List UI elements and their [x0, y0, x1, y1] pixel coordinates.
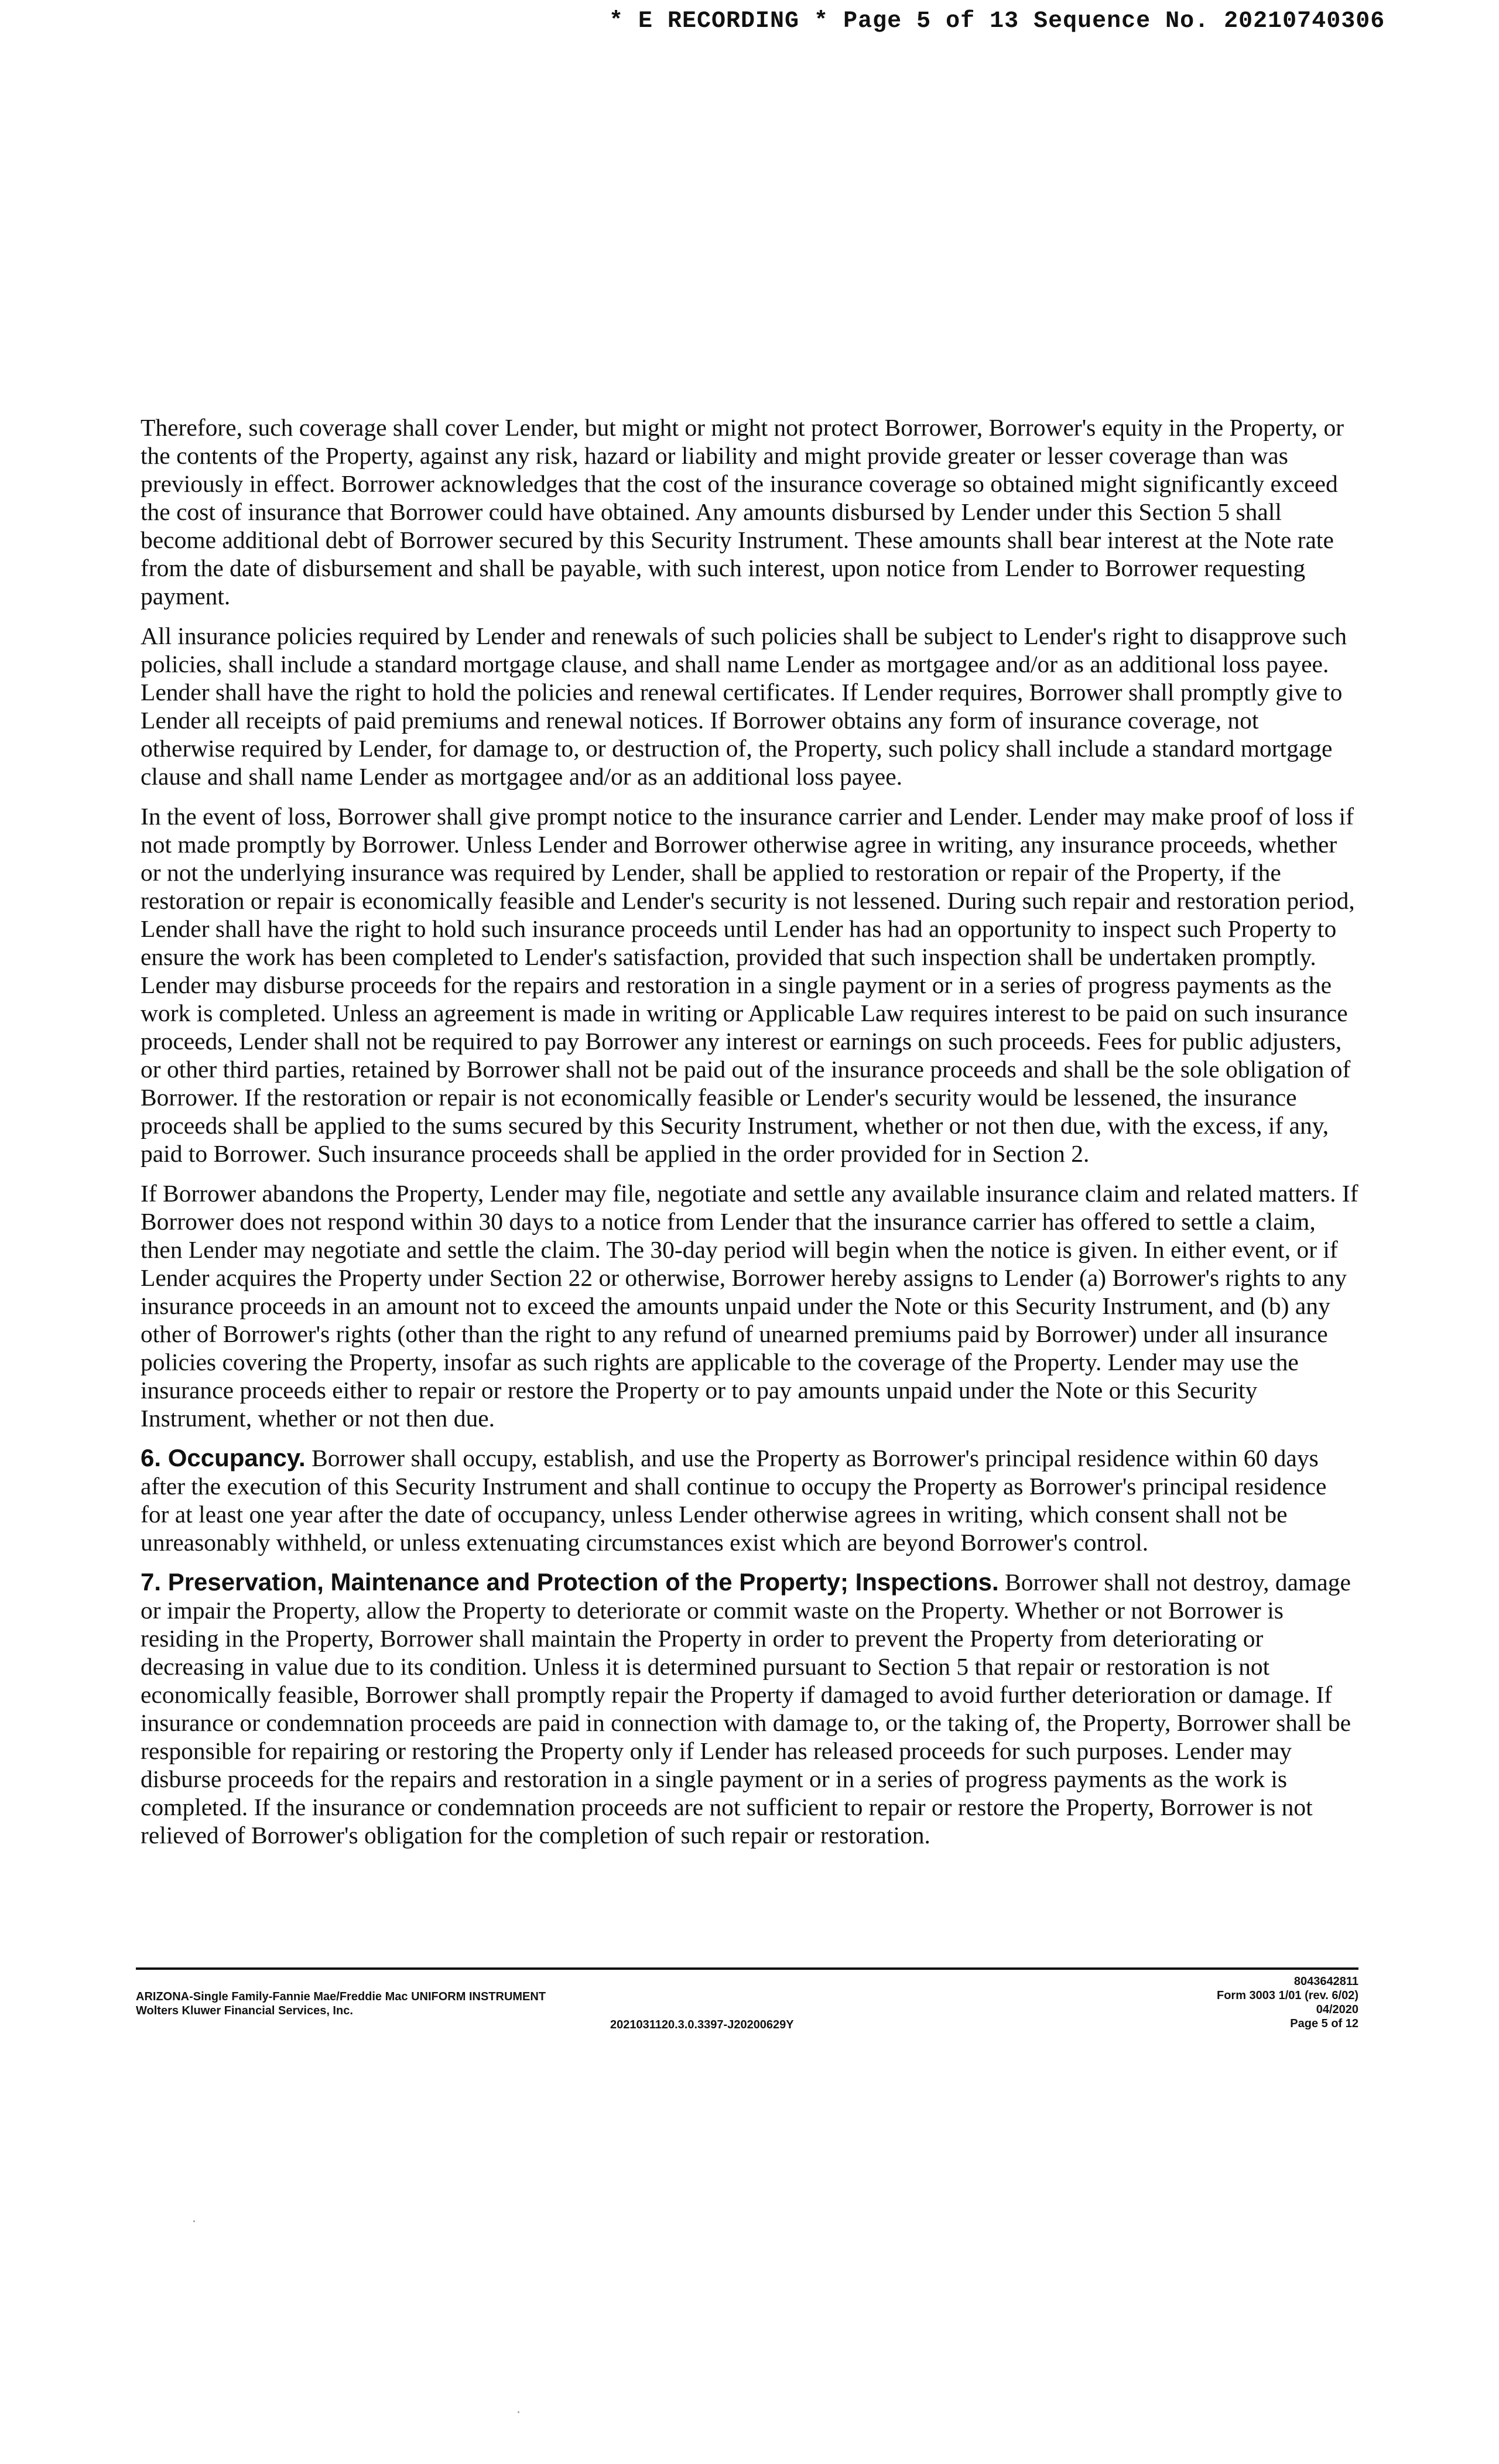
section-7-text: Borrower shall not destroy, damage or impair the Property, allow the Property to deteriorate or commit waste on the Property. Whether or not Borrower is residing in the Property, Borrower shall maintain the Property in order to prevent the Property from deteriorating or decreasing in value due to its condition. Unless it is determined pursuant to Section 5 that repair or restoration is not economically feasible, Borrower shall promptly repair the Property if damaged to avoid further deterioration or damage. If insurance or condemnation proceeds are paid in connection with damage to, or the taking of, the Property, Borrower shall be responsible for repairing or restoring the Property only if Lender has released proceeds for such purposes. Lender may disburse proceeds for the repairs and restoration in a single payment or in a series of progress payments as the work is completed. If the insurance or condemnation proceeds are not sufficient to repair or restore the Property, Borrower is not relieved of Borrower's obligation for the completion of such repair or restoration. — [141, 1569, 1351, 1849]
paragraph-abandonment: If Borrower abandons the Property, Lender may file, negotiate and settle any available insurance claim and related matters. If Borrower does not respond within 30 days to a notice from Lender that the insurance carrier has offered to settle a claim, then Lender may negotiate and settle the claim. The 30-day period will begin when the notice is given. In either event, or if Lender acquires the Property under Section 22 or otherwise, Borrower hereby assigns to Lender (a) Borrower's rights to any insurance proceeds in an amount not to exceed the amounts unpaid under the Note or this Security Instrument, and (b) any other of Borrower's rights (other than the right to any refund of unearned premiums paid by Borrower) under all insurance policies covering the Property, insofar as such rights are applicable to the coverage of the Property. Lender may use the insurance proceeds either to repair or restore the Property or to pay amounts unpaid under the Note or this Security Instrument, whether or not then due. — [141, 1180, 1358, 1432]
paragraph-event-of-loss: In the event of loss, Borrower shall give prompt notice to the insurance carrier and Lender. Lender may make proof of loss if not made promptly by Borrower. Unless Lender and Borrower otherwise agree in writing, any insurance proceeds, whether or not the underlying insurance was required by Lender, shall be applied to restoration or repair of the Property, if the restoration or repair is economically feasible and Lender's security is not lessened. During such repair and restoration period, Lender shall have the right to hold such insurance proceeds until Lender has had an opportunity to inspect such Property to ensure the work has been completed to Lender's satisfaction, provided that such inspection shall be undertaken promptly. Lender may disburse proceeds for the repairs and restoration in a single payment or in a series of progress payments as the work is completed. Unless an agreement is made in writing or Applicable Law requires interest to be paid on such insurance proceeds, Lender shall not be required to pay Borrower any interest or earnings on such proceeds. Fees for public adjusters, or other third parties, retained by Borrower shall not be paid out of the insurance proceeds and shall be the sole obligation of Borrower. If the restoration or repair is not economically feasible or Lender's security would be lessened, the insurance proceeds shall be applied to the sums secured by this Security Instrument, whether or not then due, with the excess, if any, paid to Borrower. Such insurance proceeds shall be applied in the order provided for in Section 2. — [141, 803, 1355, 1167]
footer-center-block — [610, 2018, 794, 2032]
page-footer — [136, 1974, 1358, 2045]
section-7-heading: 7. Preservation, Maintenance and Protection of the Property; Inspections. — [141, 1568, 999, 1596]
paragraph-coverage: Therefore, such coverage shall cover Lender, but might or might not protect Borrower, Borrower's equity in the Property, or the contents of the Property, against any risk, hazard or liability and might provide greater or lesser coverage than was previously in effect. Borrower acknowledges that the cost of the insurance coverage so obtained might significantly exceed the cost of insurance that Borrower could have obtained. Any amounts disbursed by Lender under this Section 5 shall become additional debt of Borrower secured by this Security Instrument. These amounts shall bear interest at the Note rate from the date of disbursement and shall be payable, with such interest, upon notice from Lender to Borrower requesting payment. — [141, 414, 1344, 610]
footer-left-block — [136, 1990, 546, 2018]
section-6-text: Borrower shall occupy, establish, and use the Property as Borrower's principal residence within 60 days after the execution of this Security Instrument and shall continue to occupy the Property as Borrower's principal residence for at least one year after the date of occupancy, unless Lender otherwise agrees in writing, which consent shall not be unreasonably withheld, or unless extenuating circumstances exist which are beyond Borrower's control. — [141, 1445, 1327, 1556]
scan-speck — [193, 2220, 195, 2222]
footer-loan-number: 8043642811 — [1293, 1975, 1358, 1988]
section-7-preservation — [141, 1568, 1358, 1849]
footer-publisher: Wolters Kluwer Financial Services, Inc. — [136, 2004, 353, 2017]
footer-right-block — [1217, 1974, 1358, 2031]
section-6-heading: 6. Occupancy. — [141, 1444, 306, 1471]
paragraph-insurance-policies: All insurance policies required by Lender and renewals of such policies shall be subject to Lender's right to disapprove such policies, shall include a standard mortgage clause, and shall name Lender as mortgagee and/or as an additional loss payee. Lender shall have the right to hold the policies and renewal certificates. If Lender requires, Borrower shall promptly give to Lender all receipts of paid premiums and renewal notices. If Borrower obtains any form of insurance coverage, not otherwise required by Lender, for damage to, or destruction of, the Property, such policy shall include a standard mortgage clause and shall name Lender as mortgagee and/or as an additional loss payee. — [141, 622, 1347, 790]
footer-form-date: 04/2020 — [1316, 2003, 1358, 2016]
document-body — [141, 413, 1358, 1861]
section-6-occupancy — [141, 1444, 1358, 1556]
scan-speck — [518, 2411, 519, 2413]
footer-page-label: Page 5 of 12 — [1290, 2017, 1358, 2030]
footer-document-code: 2021031120.3.0.3397-J20200629Y — [610, 2018, 794, 2031]
footer-divider — [136, 1967, 1358, 1970]
footer-form-number: Form 3003 1/01 (rev. 6/02) — [1217, 1989, 1358, 2002]
recording-stamp: * E RECORDING * Page 5 of 13 Sequence No. 20210740306 — [609, 8, 1385, 35]
footer-form-title: ARIZONA-Single Family-Fannie Mae/Freddie Mac UNIFORM INSTRUMENT — [136, 1990, 546, 2003]
